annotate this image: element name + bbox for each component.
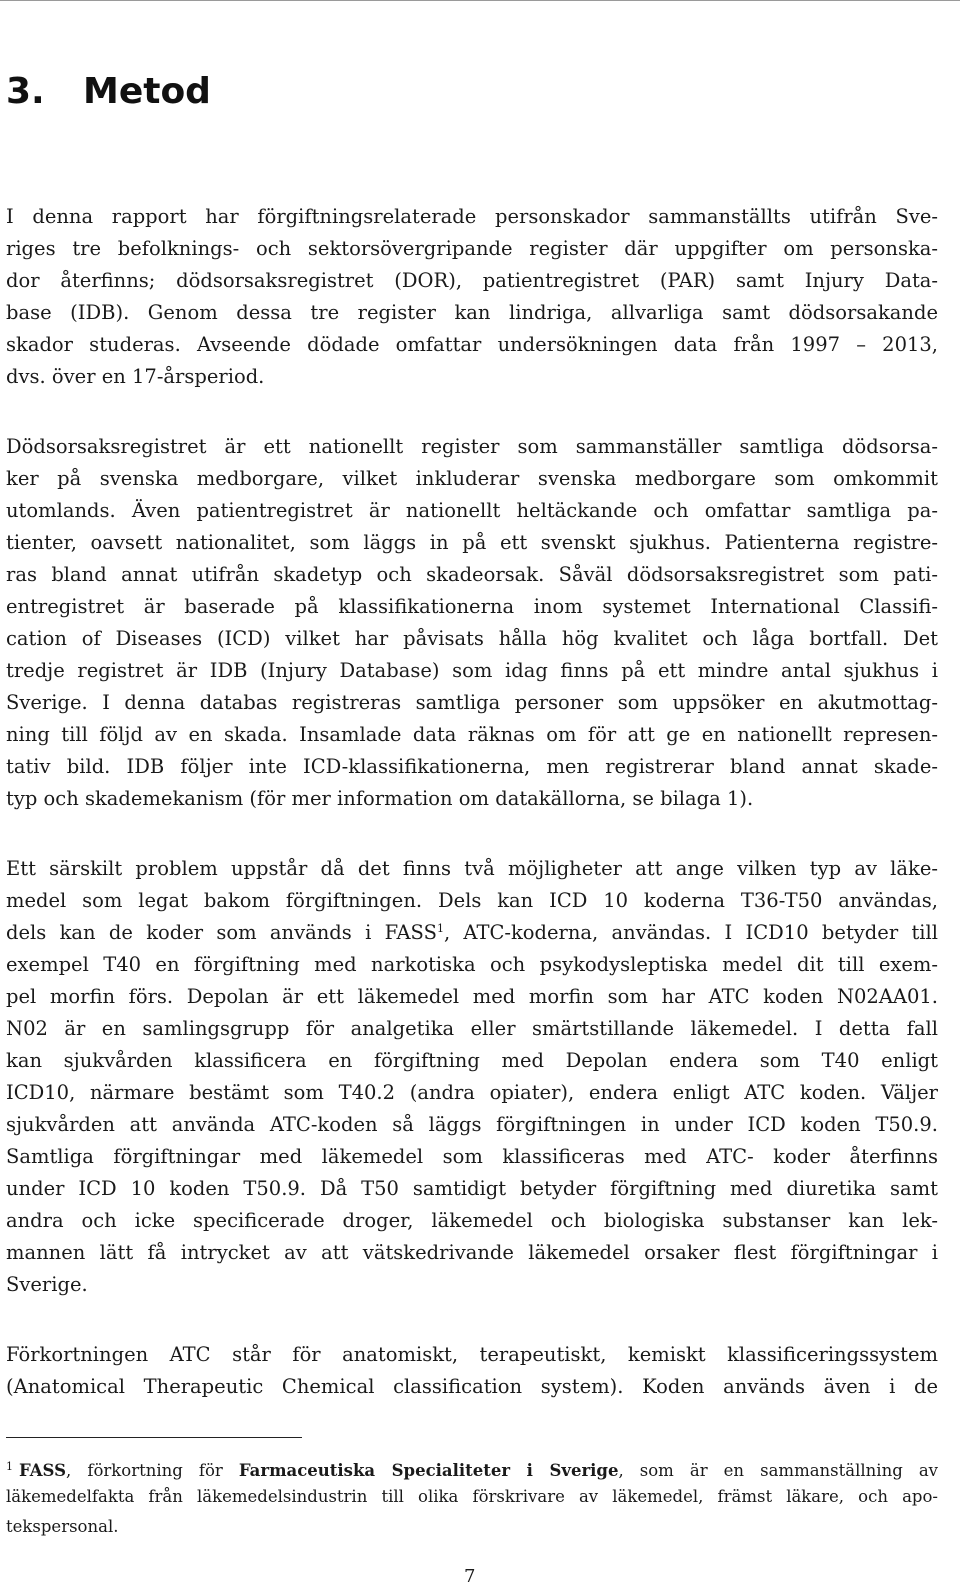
section-title: Metod [83, 71, 211, 112]
paragraph-line: dor återfinns; dödsorsaksregistret (DOR), patientregistret (PAR) samt Injury Data- [6, 269, 938, 292]
paragraph-line: Dödsorsaksregistret är ett nationellt register som sammanställer samtliga dödsorsa- [6, 435, 938, 458]
paragraph-line: dvs. över en 17-årsperiod. [6, 365, 265, 388]
paragraph-line: tienter, oavsett nationalitet, som läggs in på ett svenskt sjukhus. Patienterna registre- [6, 531, 938, 554]
top-rule [0, 0, 960, 1]
paragraph-atc-problem [6, 853, 938, 1301]
footnote-line: tekspersonal. [6, 1517, 119, 1536]
paragraph-atc-definition [6, 1339, 938, 1403]
paragraph-line: exempel T40 en förgiftning med narkotiska och psykodysleptiska medel dit till exem- [6, 953, 938, 976]
text-run: dels kan de koder som används i FASS [6, 921, 437, 944]
paragraph-intro [6, 201, 938, 393]
paragraph-line: ICD10, närmare bestämt som T40.2 (andra opiater), endera enligt ATC koden. Väljer [6, 1081, 938, 1104]
text-run: , som är en sammanställning av [618, 1461, 938, 1480]
paragraph-line: Sverige. [6, 1273, 88, 1296]
footnote-line: läkemedelfakta från läkemedelsindustrin till olika förskrivare av läkemedel, främst läkare, och apo- [6, 1487, 938, 1506]
paragraph-line: ker på svenska medborgare, vilket inkluderar svenska medborgare som omkommit [6, 467, 938, 490]
text-run: , ATC-koderna, användas. I ICD10 betyder till [443, 921, 938, 944]
paragraph-line: Samtliga förgiftningar med läkemedel som klassificeras med ATC- koder återfinns [6, 1145, 938, 1168]
paragraph-line: cation of Diseases (ICD) vilket har påvisats hålla hög kvalitet och låga bortfall. Det [6, 627, 938, 650]
paragraph-line: utomlands. Även patientregistret är nationellt heltäckande och omfattar samtliga pa- [6, 499, 938, 522]
paragraph-line: kan sjukvården klassificera en förgiftning med Depolan endera som T40 enligt [6, 1049, 938, 1072]
paragraph-line: mannen lätt få intrycket av att vätskedrivande läkemedel orsaker flest förgiftningar i [6, 1241, 938, 1264]
footnote-reference[interactable]: 1 [436, 922, 444, 935]
footnote-mark: 1 [6, 1460, 13, 1473]
paragraph-line: tativ bild. IDB följer inte ICD-klassifikationerna, men registrerar bland annat skade- [6, 755, 938, 778]
paragraph-line: N02 är en samlingsgrupp för analgetika eller smärtstillande läkemedel. I detta fall [6, 1017, 938, 1040]
footnote-divider [6, 1437, 302, 1438]
footnote [6, 1452, 938, 1542]
paragraph-line: sjukvården att använda ATC-koden så läggs förgiftningen in under ICD koden T50.9. [6, 1113, 938, 1136]
page-number: 7 [464, 1566, 476, 1587]
footnote-line [6, 1452, 938, 1482]
text-run: , förkortning för [66, 1461, 239, 1480]
paragraph-line: tredje registret är IDB (Injury Database) som idag finns på ett mindre antal sjukhus i [6, 659, 938, 682]
paragraph-line: skador studeras. Avseende dödade omfattar undersökningen data från 1997 – 2013, [6, 333, 938, 356]
paragraph-line: (Anatomical Therapeutic Chemical classification system). Koden används även i de [6, 1375, 938, 1398]
paragraph-line: base (IDB). Genom dessa tre register kan lindriga, allvarliga samt dödsorsakande [6, 301, 938, 324]
section-heading [6, 66, 211, 118]
paragraph-line: medel som legat bakom förgiftningen. Dels kan ICD 10 koderna T36-T50 användas, [6, 889, 938, 912]
paragraph-line: Sverige. I denna databas registreras samtliga personer som uppsöker en akutmottag- [6, 691, 938, 714]
paragraph-line: under ICD 10 koden T50.9. Då T50 samtidigt betyder förgiftning med diuretika samt [6, 1177, 938, 1200]
paragraph-line: pel morfin förs. Depolan är ett läkemedel med morfin som har ATC koden N02AA01. [6, 985, 938, 1008]
footnote-term-full: Farmaceutiska Specialiteter i Sverige [238, 1461, 619, 1480]
paragraph-line [6, 917, 938, 949]
paragraph-line: ras bland annat utifrån skadetyp och skadeorsak. Såväl dödsorsaksregistret som pati- [6, 563, 938, 586]
paragraph-line: entregistret är baserade på klassifikationerna inom systemet International Classifi- [6, 595, 938, 618]
paragraph-line: ning till följd av en skada. Insamlade data räknas om för att ge en nationellt represen- [6, 723, 938, 746]
paragraph-line: andra och icke specificerade droger, läkemedel och biologiska substanser kan lek- [6, 1209, 938, 1232]
paragraph-line: typ och skademekanism (för mer information om datakällorna, se bilaga 1). [6, 787, 754, 810]
paragraph-line: Ett särskilt problem uppstår då det finns två möjligheter att ange vilken typ av läke- [6, 857, 938, 880]
footnote-term: FASS [19, 1461, 67, 1480]
paragraph-line: Förkortningen ATC står för anatomiskt, terapeutiskt, kemiskt klassificeringssystem [6, 1343, 938, 1366]
section-number: 3. [6, 71, 45, 112]
paragraph-registers [6, 431, 938, 815]
paragraph-line: riges tre befolknings- och sektorsövergripande register där uppgifter om personska- [6, 237, 938, 260]
paragraph-line: I denna rapport har förgiftningsrelaterade personskador sammanställts utifrån Sve- [6, 205, 938, 228]
